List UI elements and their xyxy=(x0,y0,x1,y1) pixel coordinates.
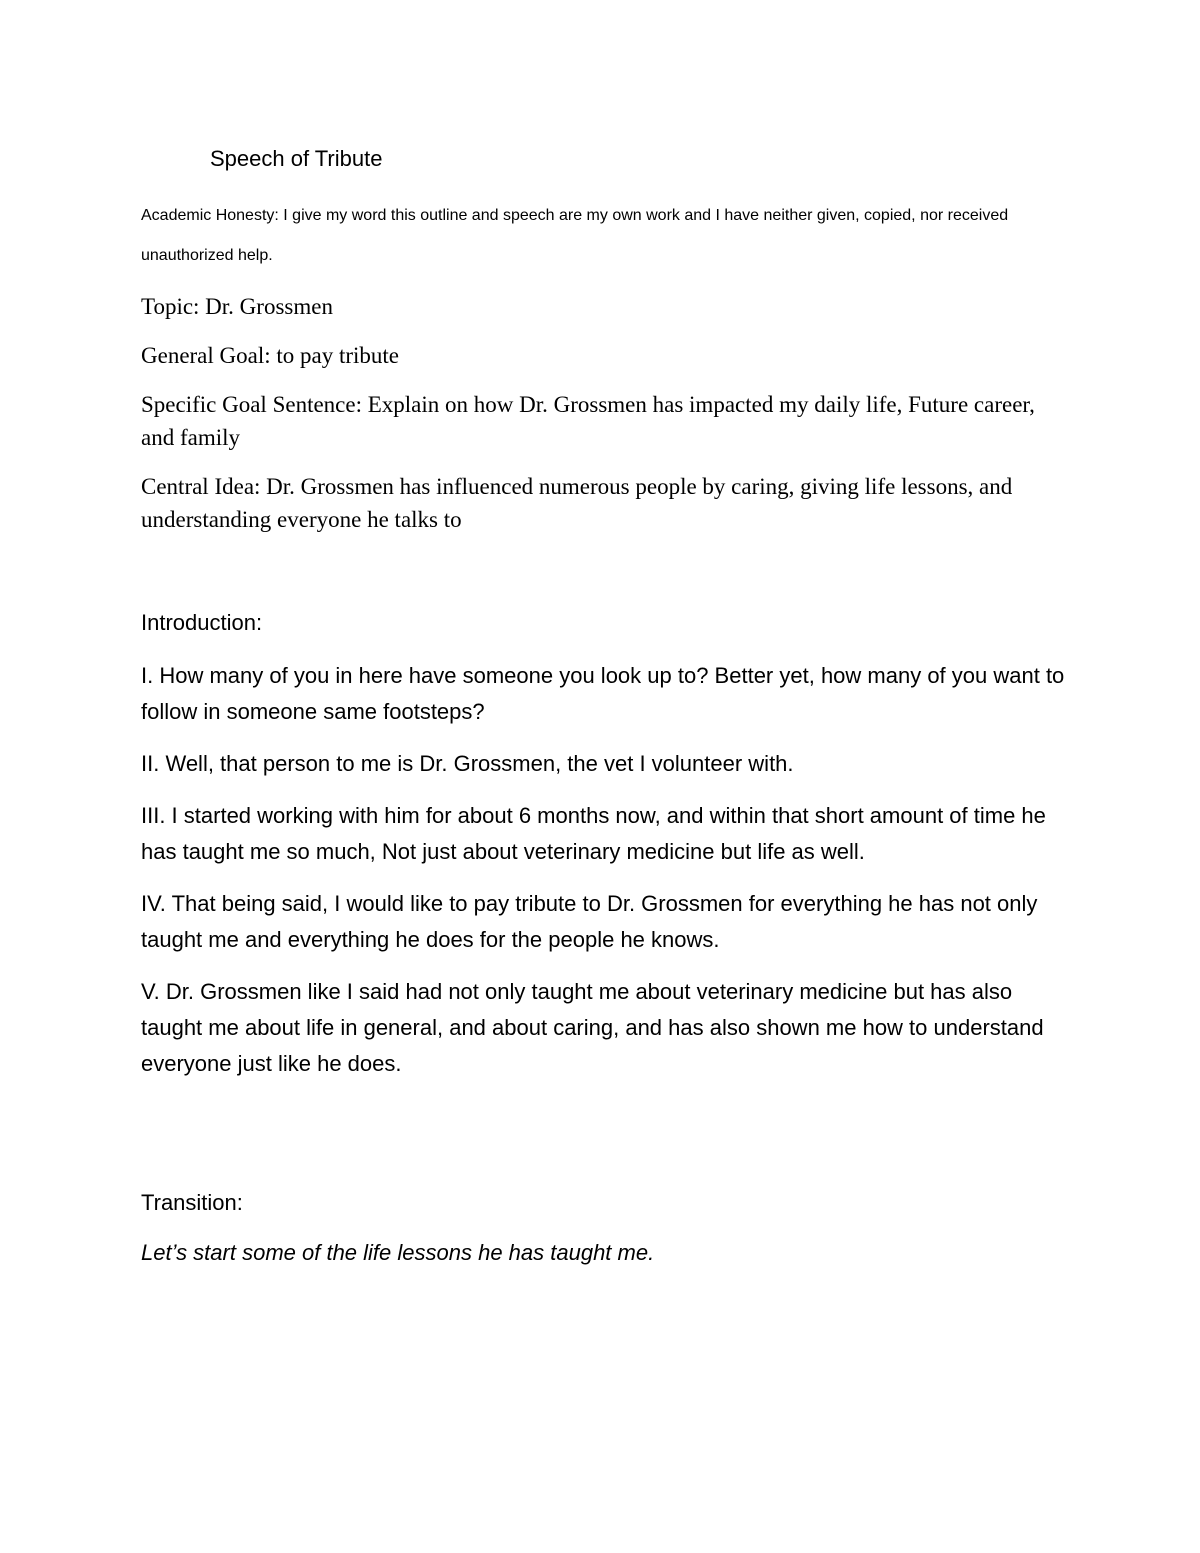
transition-sentence: Let’s start some of the life lessons he has taught me. xyxy=(141,1240,655,1265)
document-title: Speech of Tribute xyxy=(210,146,383,171)
speech-goals xyxy=(141,290,1071,552)
introduction-item-2: II. Well, that person to me is Dr. Grossmen, the vet I volunteer with. xyxy=(141,751,794,776)
introduction-item-1: I. How many of you in here have someone you look up to? Better yet, how many of you want to follow in someone same footsteps? xyxy=(141,663,1065,724)
introduction-item-4: IV. That being said, I would like to pay tribute to Dr. Grossmen for everything he has not only taught me and everything he does for the people he knows. xyxy=(141,891,1038,952)
introduction-item-5: V. Dr. Grossmen like I said had not only taught me about veterinary medicine but has also taught me about life in general, and about caring, and has also shown me how to understand everyone just like he does. xyxy=(141,979,1044,1076)
transition-heading: Transition: xyxy=(141,1190,243,1215)
introduction-list xyxy=(141,658,1071,1098)
specific-goal-line: Specific Goal Sentence: Explain on how Dr. Grossmen has impacted my daily life, Future career, and family xyxy=(141,392,1035,450)
topic-line: Topic: Dr. Grossmen xyxy=(141,294,333,319)
academic-honesty-statement: Academic Honesty: I give my word this outline and speech are my own work and I have neither given, copied, nor received unauthorized help. xyxy=(141,207,1009,264)
introduction-heading: Introduction: xyxy=(141,610,263,635)
introduction-item-3: III. I started working with him for about 6 months now, and within that short amount of time he has taught me so much, Not just about veterinary medicine but life as well. xyxy=(141,803,1046,864)
general-goal-line: General Goal: to pay tribute xyxy=(141,343,400,368)
central-idea-line: Central Idea: Dr. Grossmen has influenced numerous people by caring, giving life lessons, and understanding everyone he talks to xyxy=(141,474,1013,532)
